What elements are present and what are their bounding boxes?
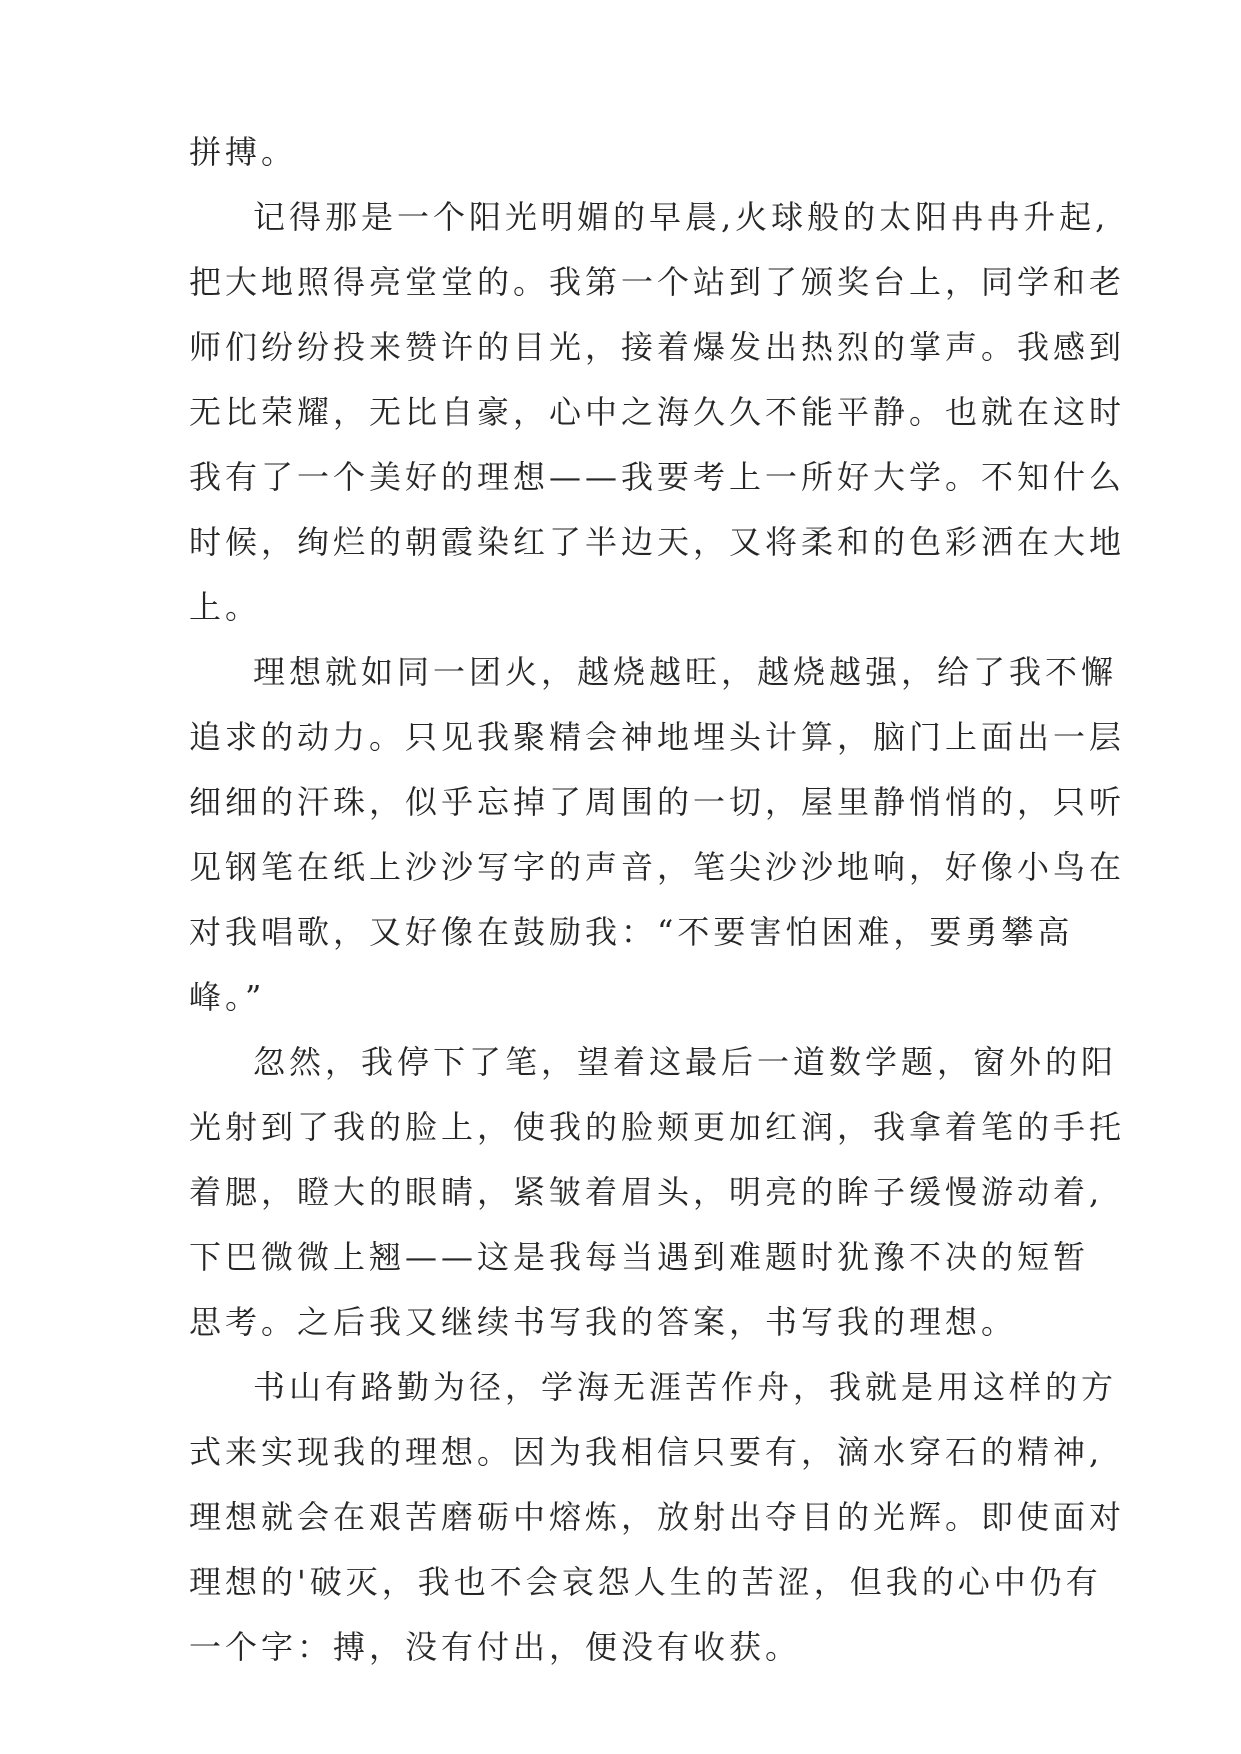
text-line: 忽然，我停下了笔，望着这最后一道数学题，窗外的阳 (253, 1043, 1118, 1081)
text-line: 着腮，瞪大的眼睛，紧皱着眉头，明亮的眸子缓慢游动着, (189, 1173, 1104, 1211)
text-line: 理想就如同一团火，越烧越旺，越烧越强，给了我不懈 (253, 653, 1118, 691)
text-line: 把大地照得亮堂堂的。我第一个站到了颁奖台上，同学和老 (189, 263, 1126, 301)
text-line: 理想的'破灭，我也不会哀怨人生的苦涩，但我的心中仍有 (189, 1563, 1102, 1601)
text-line: 追求的动力。只见我聚精会神地埋头计算，脑门上面出一层 (189, 718, 1126, 756)
text-line: 一个字：搏，没有付出，便没有收获。 (189, 1628, 802, 1666)
text-line: 时候，绚烂的朝霞染红了半边天，又将柔和的色彩洒在大地 (189, 523, 1126, 561)
text-line: 上。 (189, 588, 262, 626)
text-line: 对我唱歌，又好像在鼓励我：“不要害怕困难，要勇攀高 (189, 913, 1074, 951)
text-line: 理想就会在艰苦磨砺中熔炼，放射出夺目的光辉。即使面对 (189, 1498, 1126, 1536)
text-line: 师们纷纷投来赞许的目光，接着爆发出热烈的掌声。我感到 (189, 328, 1126, 366)
text-line: 峰。” (189, 978, 266, 1016)
text-line: 细细的汗珠，似乎忘掉了周围的一切，屋里静悄悄的，只听 (189, 783, 1126, 821)
text-line: 思考。之后我又继续书写我的答案，书写我的理想。 (189, 1303, 1018, 1341)
document-body (189, 132, 1126, 1692)
text-line: 拼搏。 (189, 133, 298, 171)
text-line: 我有了一个美好的理想——我要考上一所好大学。不知什么 (189, 458, 1126, 496)
text-line: 记得那是一个阳光明媚的早晨,火球般的太阳冉冉升起, (253, 198, 1110, 236)
text-line: 无比荣耀，无比自豪，心中之海久久不能平静。也就在这时 (189, 393, 1126, 431)
text-line: 书山有路勤为径，学海无涯苦作舟，我就是用这样的方 (253, 1368, 1118, 1406)
text-line: 下巴微微上翘——这是我每当遇到难题时犹豫不决的短暂 (189, 1238, 1090, 1276)
text-line: 式来实现我的理想。因为我相信只要有，滴水穿石的精神, (189, 1433, 1104, 1471)
text-line: 光射到了我的脸上，使我的脸颊更加红润，我拿着笔的手托 (189, 1108, 1126, 1146)
text-line: 见钢笔在纸上沙沙写字的声音，笔尖沙沙地响，好像小鸟在 (189, 848, 1126, 886)
